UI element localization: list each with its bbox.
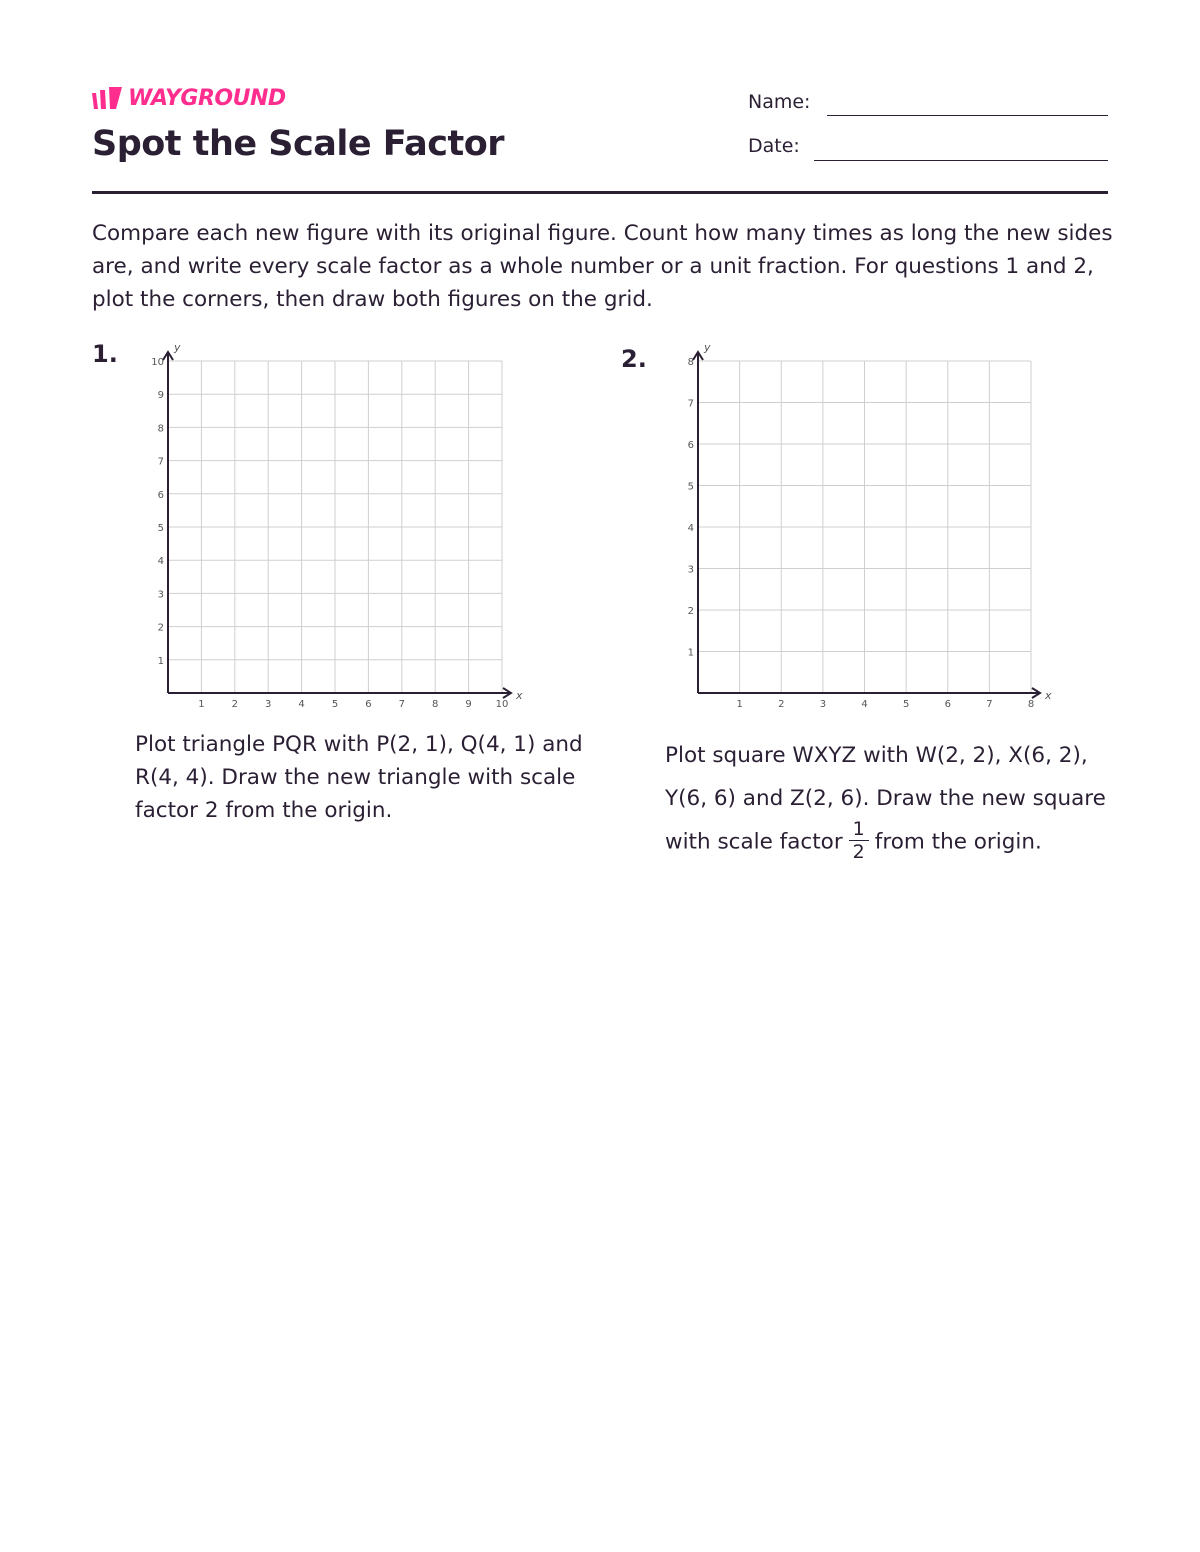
y-tick-label: 8 [157, 423, 164, 435]
y-tick-label: 4 [157, 556, 164, 568]
y-tick-label: 7 [687, 398, 694, 410]
question-2-prompt [665, 734, 1125, 865]
x-tick-label: 3 [819, 699, 827, 710]
y-tick-label: 3 [687, 564, 694, 576]
y-tick-label: 8 [687, 357, 694, 368]
y-axis-label: y [174, 341, 181, 354]
y-tick-label: 1 [687, 647, 694, 659]
x-tick-label: 8 [1027, 699, 1035, 710]
y-tick-label: 9 [157, 390, 164, 402]
fraction-numerator: 1 [849, 818, 869, 841]
x-tick-label: 6 [944, 699, 951, 710]
question-1-prompt: Plot triangle PQR with P(2, 1), Q(4, 1) and R(4, 4). Draw the new triangle with scale factor 2 from the origin. [135, 732, 583, 823]
x-tick-label: 3 [265, 699, 272, 710]
date-label: Date: [748, 135, 800, 157]
x-tick-label: 4 [861, 699, 868, 710]
x-tick-label: 8 [432, 699, 439, 710]
question-2-prompt-after: from the origin. [874, 829, 1042, 855]
scale-factor-fraction [849, 818, 869, 863]
x-axis-label: x [1045, 689, 1052, 702]
y-tick-label: 4 [687, 523, 694, 534]
y-tick-label: 6 [687, 440, 694, 451]
x-axis-arrow-icon [1032, 688, 1040, 698]
x-tick-label: 1 [736, 699, 743, 710]
y-tick-label: 7 [157, 456, 164, 468]
wayground-logo-icon [92, 87, 124, 111]
y-tick-label: 3 [157, 589, 164, 601]
brand-name: WAYGROUND [128, 86, 286, 111]
x-tick-label: 10 [495, 699, 509, 710]
name-field[interactable] [827, 115, 1108, 116]
question-2-number: 2. [621, 345, 647, 373]
y-tick-label: 5 [157, 523, 164, 534]
question-2-prompt-before: Plot square WXYZ with W(2, 2), X(6, 2), Y(6, 6) and Z(2, 6). Draw the new square with scale factor [665, 743, 1106, 855]
y-axis-label: y [704, 341, 711, 354]
date-field[interactable] [814, 160, 1108, 161]
x-axis-label: x [516, 689, 523, 702]
x-tick-label: 6 [365, 699, 372, 710]
worksheet-title: Spot the Scale Factor [92, 124, 505, 164]
x-tick-label: 7 [398, 699, 405, 710]
x-tick-label: 9 [465, 699, 472, 710]
x-tick-label: 7 [986, 699, 993, 710]
x-tick-label: 5 [902, 699, 910, 710]
y-tick-label: 1 [157, 655, 164, 667]
y-tick-label: 10 [151, 357, 164, 368]
y-axis-arrow-icon [693, 352, 703, 360]
x-tick-label: 2 [231, 699, 238, 710]
x-tick-label: 5 [331, 699, 339, 710]
y-tick-label: 2 [687, 606, 694, 617]
x-axis-arrow-icon [503, 688, 511, 698]
brand-logo [92, 86, 286, 112]
y-tick-label: 6 [157, 489, 164, 501]
name-label: Name: [748, 91, 811, 113]
question-1-number: 1. [92, 340, 118, 368]
instructions: Compare each new figure with its original figure. Count how many times as long the new sides are, and write every scale factor as a whole number or a unit fraction. For questions 1 and 2, plot the corners, then draw both figures on the grid. [92, 221, 1113, 312]
x-tick-label: 2 [778, 699, 785, 710]
header-divider [92, 191, 1108, 194]
fraction-denominator: 2 [852, 841, 865, 863]
x-tick-label: 1 [198, 699, 205, 710]
y-tick-label: 2 [157, 622, 164, 634]
y-tick-label: 5 [687, 481, 694, 493]
y-axis-arrow-icon [163, 352, 173, 360]
x-tick-label: 4 [298, 699, 305, 710]
